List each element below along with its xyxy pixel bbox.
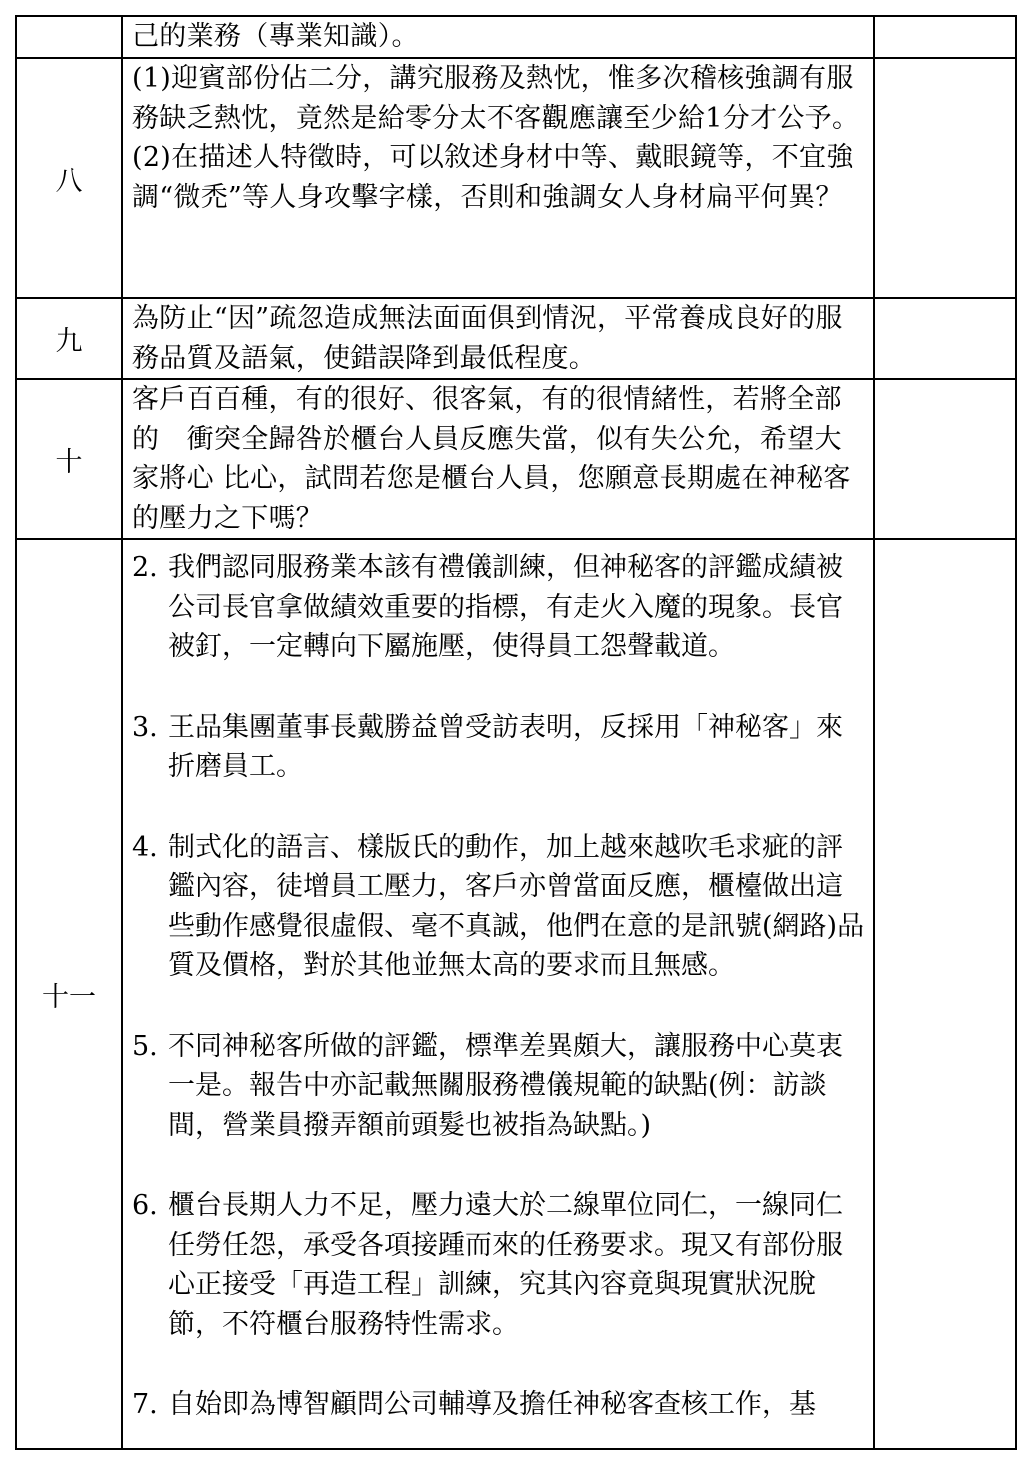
row-remark bbox=[874, 58, 1016, 298]
list-item bbox=[123, 548, 873, 667]
table-row bbox=[16, 298, 1016, 379]
row-number: 十一 bbox=[16, 539, 122, 1449]
table-row bbox=[16, 379, 1016, 539]
row-remark bbox=[874, 298, 1016, 379]
item-text: 自始即為博智顧問公司輔導及擔任神秘客查核工作，基 bbox=[168, 1389, 816, 1420]
row-remark bbox=[874, 539, 1016, 1449]
list-item bbox=[123, 1385, 873, 1425]
item-text: 我們認同服務業本該有禮儀訓練，但神秘客的評鑑成績被公司長官拿做績效重要的指標，有走火入魔的現象。長官被釘，一定轉向下屬施壓，使得員工怨聲載道。 bbox=[168, 552, 843, 662]
item-text: 制式化的語言、樣版氏的動作，加上越來越吹毛求疵的評鑑內容，徒增員工壓力，客戶亦曾當面反應，櫃檯做出這些動作感覺很虛假、毫不真誠，他們在意的是訊號(網路)品質及價格，對於其他並無太高的要求而且無感。 bbox=[168, 831, 865, 981]
item-label: 2. bbox=[132, 552, 158, 583]
list-item bbox=[123, 828, 873, 986]
row-content bbox=[122, 58, 874, 298]
row-text: 為防止“因”疏忽造成無法面面俱到情況，平常養成良好的服務品質及語氣，使錯誤降到最低程度。 bbox=[132, 303, 843, 374]
row-text: 己的業務（專業知識）。 bbox=[132, 21, 419, 52]
row-text-part-2: (2)在描述人特徵時，可以敘述身材中等、戴眼鏡等，不宜強調“微禿”等人身攻擊字樣，否則和強調女人身材扁平何異？ bbox=[132, 142, 854, 213]
row-remark bbox=[874, 379, 1016, 539]
list-item bbox=[123, 1027, 873, 1146]
list-item bbox=[123, 1186, 873, 1344]
row-content bbox=[122, 539, 874, 1449]
item-label: 7. bbox=[132, 1389, 158, 1420]
item-label: 4. bbox=[132, 831, 158, 863]
item-text: 櫃台長期人力不足，壓力遠大於二線單位同仁，一線同仁任勞任怨，承受各項接踵而來的任務要求。現又有部份服心正接受「再造工程」訓練，究其內容竟與現實狀況脫節，不符櫃台服務特性需求。 bbox=[168, 1190, 843, 1340]
row-number: 八 bbox=[16, 58, 122, 298]
table-row bbox=[16, 16, 1016, 58]
item-text: 王品集團董事長戴勝益曾受訪表明，反採用「神秘客」來折磨員工。 bbox=[168, 711, 843, 782]
document-page bbox=[15, 15, 1015, 1450]
row-number: 十 bbox=[16, 379, 122, 539]
item-label: 5. bbox=[132, 1030, 158, 1062]
item-text: 不同神秘客所做的評鑑，標準差異頗大，讓服務中心莫衷一是。報告中亦記載無關服務禮儀規範的缺點(例：訪談間，營業員撥弄額前頭髮也被指為缺點。) bbox=[168, 1030, 843, 1141]
item-label: 3. bbox=[132, 711, 158, 743]
row-content bbox=[122, 379, 874, 539]
list-item bbox=[123, 708, 873, 787]
row-number bbox=[16, 16, 122, 58]
row-number: 九 bbox=[16, 298, 122, 379]
table-row bbox=[16, 58, 1016, 298]
table-row bbox=[16, 539, 1016, 1449]
row-text: 客戶百百種，有的很好、很客氣，有的很情緒性，若將全部的 衝突全歸咎於櫃台人員反應失當，似有失公允，希望大家將心 比心，試問若您是櫃台人員，您願意長期處在神秘客的壓力之下嗎？ bbox=[132, 384, 851, 534]
row-remark bbox=[874, 16, 1016, 58]
row-content bbox=[122, 298, 874, 379]
row-content bbox=[122, 16, 874, 58]
item-label: 6. bbox=[132, 1190, 158, 1221]
comment-table bbox=[15, 15, 1017, 1450]
row-text-part-1: (1)迎賓部份佔二分，講究服務及熱忱，惟多次稽核強調有服務缺乏熱忱，竟然是給零分太不客觀應讓至少給1分才公予。 bbox=[132, 63, 860, 134]
